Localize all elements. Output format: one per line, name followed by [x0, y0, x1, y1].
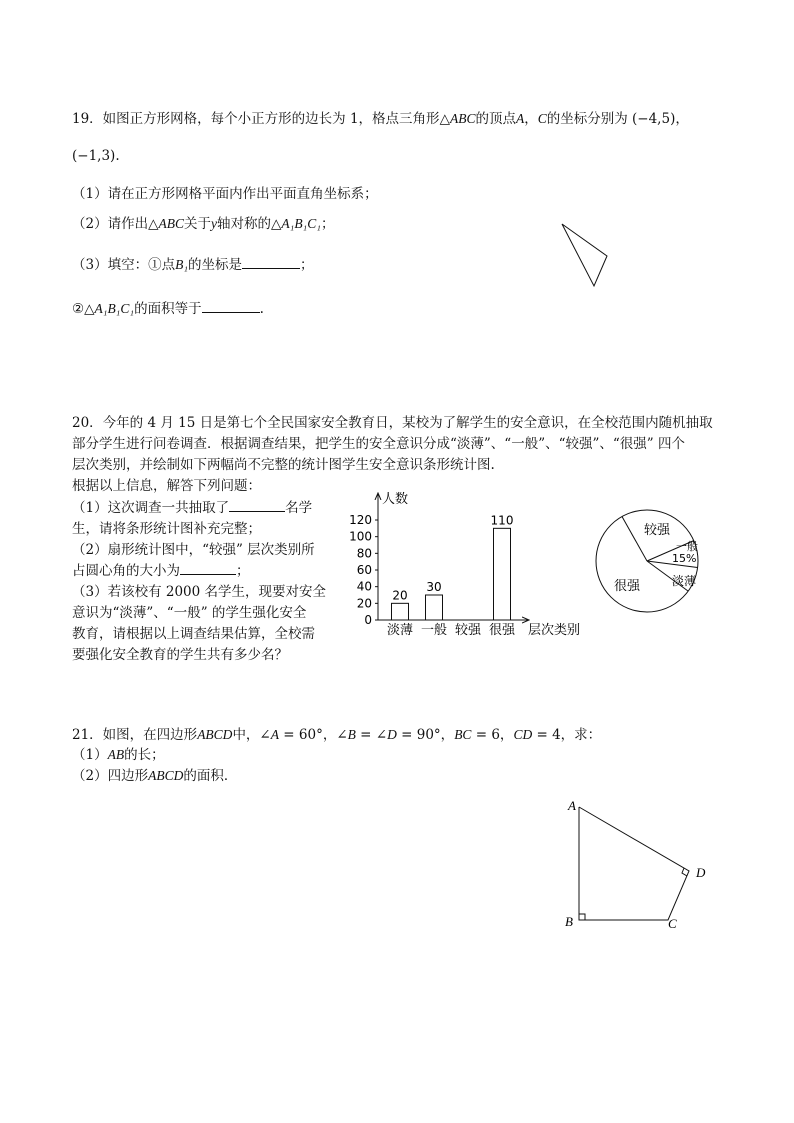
- q20-part3a: （3）若该校有 2000 名学生，现要对安全: [72, 584, 327, 600]
- vertex-d: D: [696, 865, 706, 880]
- q21-part1: （1）AB的长；: [72, 747, 165, 763]
- y-tick-label: 80: [356, 546, 372, 561]
- answer-blank[interactable]: [180, 562, 236, 575]
- q20-part3b: 意识为“淡薄”、“一般” 的学生强化安全: [72, 605, 307, 621]
- x-category-label: 一般: [420, 623, 448, 638]
- bar-1: [426, 595, 443, 620]
- q21-part2: （2）四边形ABCD的面积．: [72, 768, 238, 784]
- vertex-c: C: [668, 916, 677, 931]
- pie-label-jiaoqiang: 较强: [644, 523, 671, 538]
- q19-line1: 19．如图正方形网格，每个小正方形的边长为 1，格点三角形△ABC的顶点A，C的坐标分别为 (−4,5)，: [72, 111, 689, 127]
- y-tick-label: 120: [349, 513, 372, 527]
- q19-line2: (−1,3).: [72, 148, 120, 164]
- pie-label-15pct: 15%: [672, 552, 697, 565]
- q20-part1b: 生，请将条形统计图补充完整；: [72, 521, 261, 537]
- pie-label-henqiang: 很强: [614, 579, 641, 594]
- answer-blank[interactable]: [242, 256, 300, 269]
- q20-line2: 部分学生进行问卷调查．根据调查结果，把学生的安全意识分成“淡薄”、“一般”、“较强”、“很强” 四个: [72, 436, 686, 452]
- q19-part1: （1）请在正方形网格平面内作出平面直角坐标系；: [72, 186, 378, 202]
- pie-label-danbo: 淡薄: [672, 574, 697, 588]
- answer-blank[interactable]: [202, 300, 260, 313]
- pie-chart: [592, 504, 704, 616]
- q20-part2a: （2）扇形统计图中，“较强” 层次类别所: [72, 542, 315, 558]
- bar-3: [494, 528, 511, 620]
- pie-label-yiban: 一般: [676, 540, 698, 553]
- x-category-label: 较强: [454, 623, 482, 638]
- q20-line3: 层次类别，并绘制如下两幅尚不完整的统计图学生安全意识条形统计图.: [72, 457, 495, 473]
- y-tick-label: 40: [356, 579, 372, 594]
- q20-part3c: 教育，请根据以上调查结果估算，全校需: [72, 626, 315, 642]
- quadrilateral-abcd: [579, 807, 689, 920]
- coord-c: (−1,3): [72, 148, 116, 164]
- coord-a: (−4,5): [632, 111, 676, 127]
- bar-chart: [340, 488, 600, 648]
- vertex-b: B: [565, 914, 573, 929]
- bar-value-label: 20: [392, 588, 408, 603]
- q21-line1: 21．如图，在四边形ABCD中，∠A = 60°，∠B = ∠D = 90°，BC = 6，CD = 4，求：: [72, 727, 602, 743]
- triangle-abc: [562, 224, 607, 286]
- vertex-a: A: [568, 798, 576, 813]
- y-axis-label: 人数: [382, 492, 409, 507]
- right-angle-b: [579, 914, 585, 920]
- x-category-label: 很强: [488, 623, 516, 638]
- bar-0: [392, 603, 409, 620]
- q20-part3d: 要强化安全教育的学生共有多少名？: [72, 647, 288, 663]
- bar-value-label: 110: [490, 513, 514, 528]
- y-tick-label: 100: [349, 529, 372, 544]
- y-tick-label: 20: [356, 596, 372, 611]
- q20-part1a: （1）这次调查一共抽取了 名学: [72, 500, 313, 516]
- x-axis-label: 层次类别: [528, 623, 581, 638]
- q20-part2b: 占圆心角的大小为 ；: [72, 563, 250, 579]
- q20-line1: 20．今年的 4 月 15 日是第七个全民国家安全教育日，某校为了解学生的安全意识，在全校范围内随机抽取: [72, 415, 713, 431]
- q19-part4: ②△A₁B₁C₁的面积等于 .: [72, 301, 264, 317]
- y-tick-label: 60: [356, 563, 372, 577]
- q19-triangle-figure: [555, 220, 615, 292]
- y-tick-label: 0: [364, 613, 372, 627]
- answer-blank[interactable]: [229, 499, 285, 512]
- q20-line4: 根据以上信息，解答下列问题：: [72, 478, 261, 494]
- bar-value-label: 30: [426, 580, 442, 594]
- q19-part2: （2）请作出△ABC关于y轴对称的△A₁B₁C₁；: [72, 216, 335, 232]
- quadrilateral-figure: [560, 795, 720, 935]
- x-category-label: 淡薄: [386, 623, 414, 638]
- q19-part3: （3）填空：①点B₁的坐标是 ；: [72, 257, 314, 273]
